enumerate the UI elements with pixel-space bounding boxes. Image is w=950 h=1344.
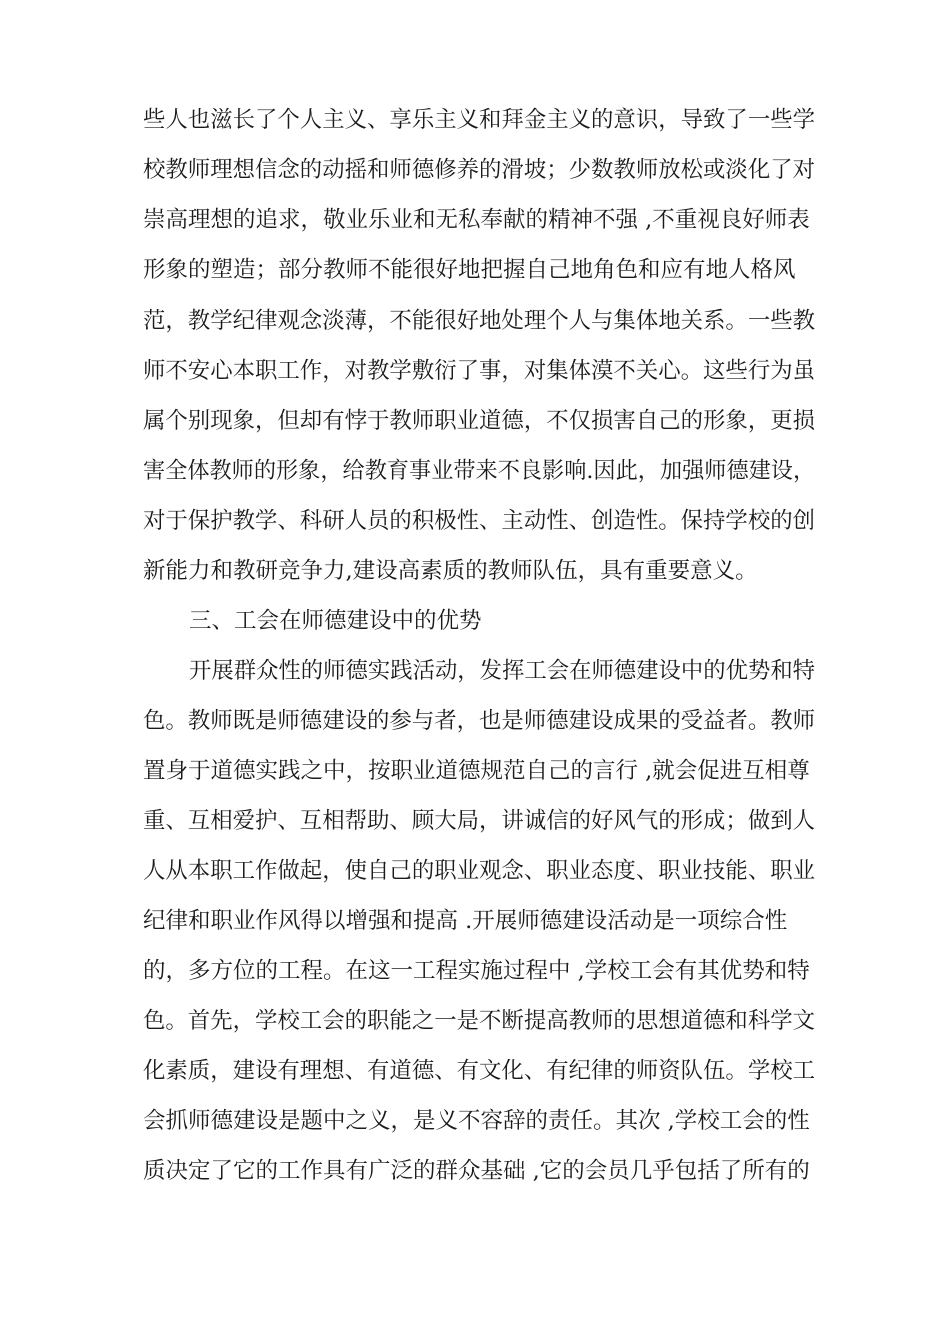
text-line: 开展群众性的师德实践活动，发挥工会在师德建设中的优势和特 xyxy=(189,658,816,684)
section-heading: 三、工会在师德建设中的优势 xyxy=(189,608,482,634)
text-line: 色。教师既是师德建设的参与者，也是师德建设成果的受益者。教师 xyxy=(143,708,816,734)
text-line: 对于保护教学、科研人员的积极性、主动性、创造性。保持学校的创 xyxy=(143,508,816,534)
text-line: 崇高理想的追求，敬业乐业和无私奉献的精神不强 ,不重视良好师表 xyxy=(143,207,810,233)
text-line: 质决定了它的工作具有广泛的群众基础 ,它的会员几乎包括了所有的 xyxy=(143,1158,810,1184)
text-line: 置身于道德实践之中，按职业道德规范自己的言行 ,就会促进互相尊 xyxy=(143,758,810,784)
text-line: 的，多方位的工程。在这一工程实施过程中 ,学校工会有其优势和特 xyxy=(143,958,810,984)
text-line: 人从本职工作做起，使自己的职业观念、职业态度、职业技能、职业 xyxy=(143,858,816,884)
text-line: 会抓师德建设是题中之义，是义不容辞的责任。其次 ,学校工会的性 xyxy=(143,1108,810,1134)
text-line: 纪律和职业作风得以增强和提高 .开展师德建设活动是一项综合性 xyxy=(143,908,788,934)
text-line: 范，教学纪律观念淡薄，不能很好地处理个人与集体地关系。一些教 xyxy=(143,308,816,334)
text-line: 重、互相爱护、互相帮助、顾大局，讲诚信的好风气的形成；做到人 xyxy=(143,808,816,834)
text-line: 属个别现象，但却有悖于教师职业道德，不仅损害自己的形象，更损 xyxy=(143,408,816,434)
text-line: 形象的塑造；部分教师不能很好地把握自己地角色和应有地人格风 xyxy=(143,257,796,283)
text-line: 新能力和教研竞争力,建设高素质的教师队伍，具有重要意义。 xyxy=(143,558,758,584)
text-line: 化素质，建设有理想、有道德、有文化、有纪律的师资队伍。学校工 xyxy=(143,1058,816,1084)
text-line: 色。首先，学校工会的职能之一是不断提高教师的思想道德和科学文 xyxy=(143,1008,816,1034)
text-line: 校教师理想信念的动摇和师德修养的滑坡；少数教师放松或淡化了对 xyxy=(143,157,816,183)
text-line: 些人也滋长了个人主义、享乐主义和拜金主义的意识，导致了一些学 xyxy=(143,107,816,133)
text-line: 师不安心本职工作，对教学敷衍了事，对集体漠不关心。这些行为虽 xyxy=(143,358,816,384)
text-line: 害全体教师的形象，给教育事业带来不良影响.因此，加强师德建设， xyxy=(143,458,816,484)
